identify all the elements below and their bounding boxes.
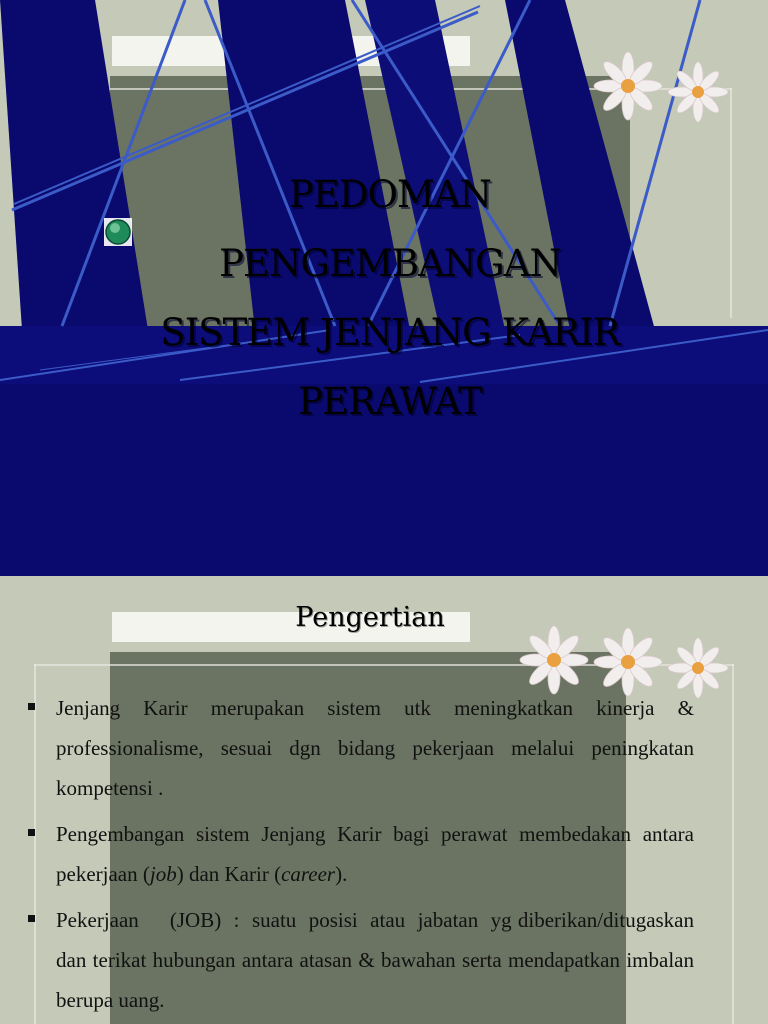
bullet-text-pre: Pengembangan sistem Jenjang Karir bagi perawat membedakan antara pekerjaan ( [56, 822, 694, 886]
slide-title [120, 160, 660, 436]
list-item [28, 900, 700, 1020]
bullet-text-post: ). [335, 862, 348, 886]
definition-slide [0, 576, 768, 1024]
list-item [28, 688, 694, 808]
bullet-text: Jenjang Karir merupakan sistem utk meningkatkan kinerja & professionalisme, sesuai dgn bidang pekerjaan melalui peningkatan kompetensi . [56, 696, 694, 800]
bullet-text-post: : suatu posisi atau jabatan yg diberikan/ditugaskan dan terikat hubungan antara atasan & bawahan serta mendapatkan imbalan berupa uang. [56, 908, 700, 1012]
title-line-4: PERAWAT [298, 380, 482, 423]
bullet-term-career: career [281, 862, 336, 886]
square-bullet-icon [28, 703, 35, 710]
bullet-text-mid: ) dan Karir ( [176, 862, 282, 886]
square-bullet-icon [28, 829, 35, 836]
bullet-list [28, 688, 700, 1024]
square-bullet-icon [28, 915, 35, 922]
title-line-1: PEDOMAN [289, 173, 491, 216]
slide-title: Pengertian [295, 602, 445, 633]
list-item [28, 814, 694, 894]
bullet-term-pekerjaan: Pekerjaan (JOB) [56, 908, 222, 932]
title-line-2: PENGEMBANGAN [219, 242, 561, 285]
bullet-term-job: job [149, 862, 177, 886]
title-line-3: SISTEM JENJANG KARIR [160, 311, 620, 354]
